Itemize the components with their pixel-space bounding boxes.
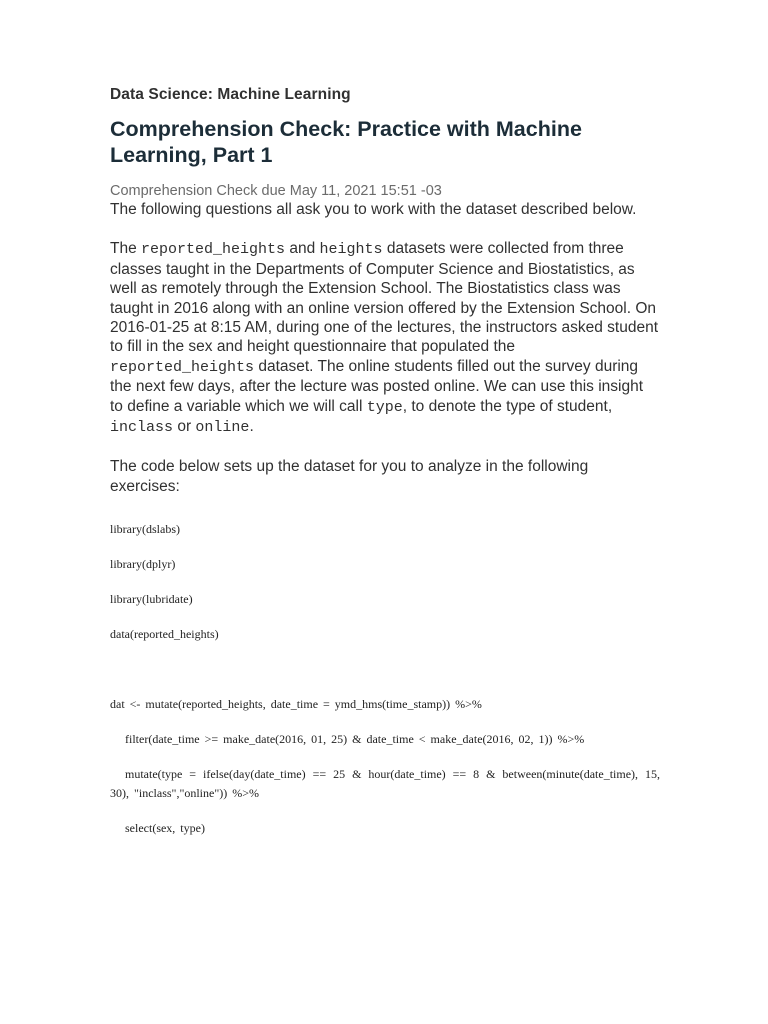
code-line: data(reported_heights) bbox=[110, 627, 219, 642]
inline-code-type: type bbox=[366, 398, 403, 416]
code-blank-line bbox=[110, 660, 660, 679]
inline-code-reported-heights: reported_heights bbox=[141, 241, 286, 259]
inline-code-online: online bbox=[195, 419, 250, 437]
code-line: dat <- mutate(reported_heights, date_time = ymd_hms(time_stamp)) %>% bbox=[110, 697, 482, 712]
page-title: Comprehension Check: Practice with Machine Learning, Part 1 bbox=[110, 117, 582, 167]
code-line: select(sex, type) bbox=[125, 821, 205, 836]
text-segment: datasets were collected from three classes taught in the Departments of Computer Science and Biostatistics, as well as remotely through the Extension School. The Biostatistics class was taught in 2016 along with an online version offered by the Extension School. On 2016-01-25 at 8:15 AM, during one of the lectures, the instructors asked student to fill in the sex and height questionnaire that populated the bbox=[110, 240, 659, 356]
code-line: filter(date_time >= make_date(2016, 01, 25) & date_time < make_date(2016, 02, 1)) %>% bbox=[125, 732, 585, 747]
code-block bbox=[110, 520, 660, 838]
code-line: mutate(type = ifelse(day(date_time) == 25 & hour(date_time) == 8 & between(minute(date_time), 15, 30), "inclass","online")) %>% bbox=[110, 767, 660, 801]
text-segment: . bbox=[249, 418, 254, 436]
text-segment: , to denote the type of student, bbox=[402, 397, 613, 415]
dataset-description-paragraph bbox=[110, 239, 660, 437]
inline-code-heights: heights bbox=[319, 241, 383, 259]
code-line: library(lubridate) bbox=[110, 592, 193, 607]
course-name: Data Science: Machine Learning bbox=[110, 86, 351, 103]
code-line: library(dplyr) bbox=[110, 557, 176, 572]
document-page bbox=[110, 86, 660, 854]
inline-code-inclass: inclass bbox=[110, 419, 174, 437]
inline-code-reported-heights: reported_heights bbox=[110, 358, 255, 376]
text-segment: and bbox=[285, 240, 320, 258]
setup-paragraph: The code below sets up the dataset for you to analyze in the following exercises: bbox=[110, 458, 589, 495]
text-segment: or bbox=[173, 418, 196, 436]
text-segment: The bbox=[110, 240, 142, 258]
due-date: Comprehension Check due May 11, 2021 15:51 -03 bbox=[110, 183, 442, 199]
text-segment: dataset. The online students filled out the survey during the next few days, after the lecture was posted online. We can use this insight to define a variable which we will call bbox=[110, 357, 644, 415]
code-line: library(dslabs) bbox=[110, 522, 180, 537]
intro-paragraph: The following questions all ask you to work with the dataset described below. bbox=[110, 201, 637, 218]
